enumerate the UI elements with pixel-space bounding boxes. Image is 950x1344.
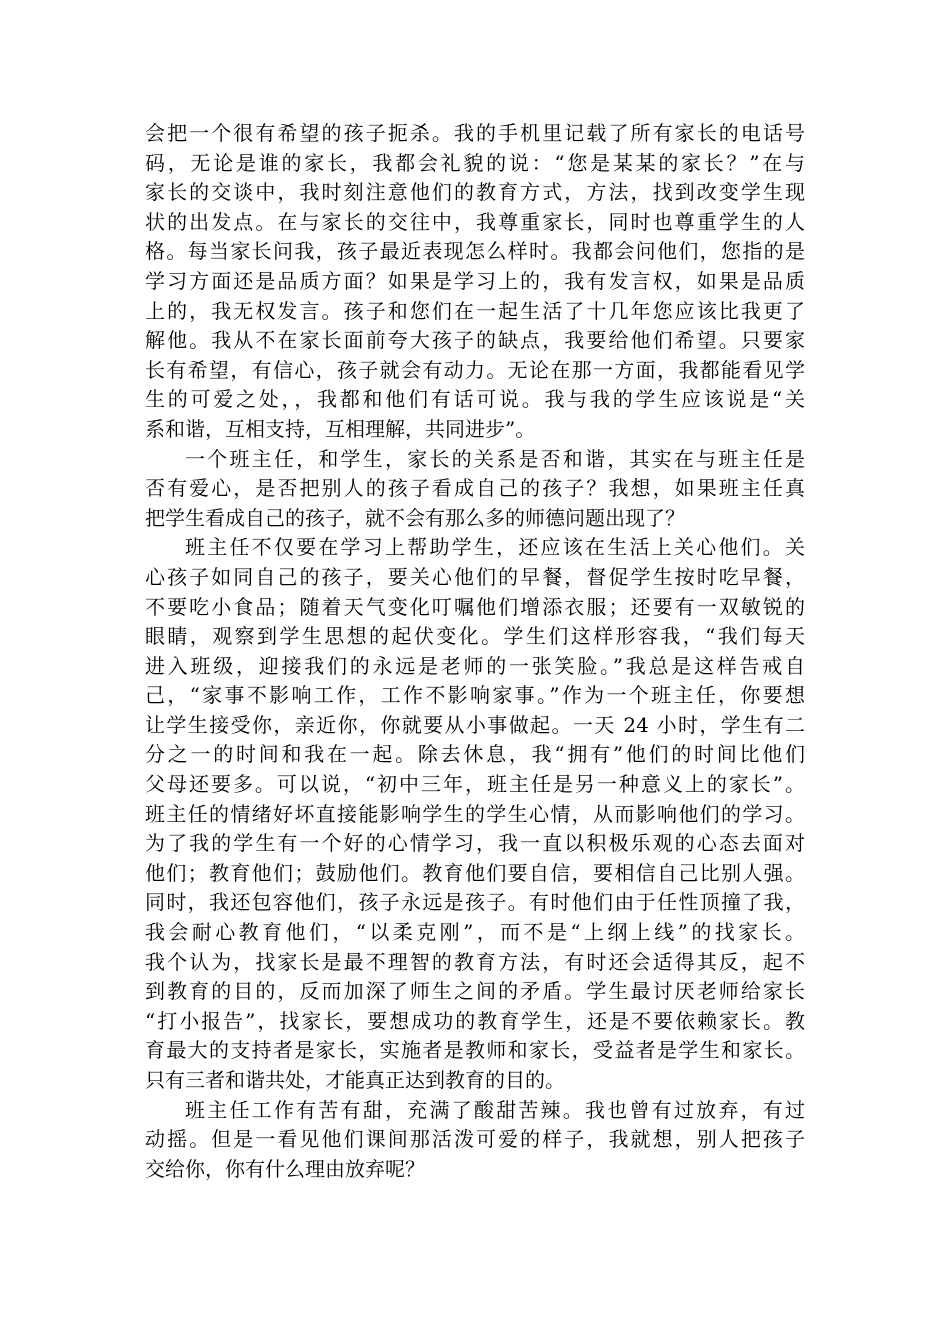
text-line: 长有希望，有信心，孩子就会有动力。无论在那一方面，我都能看见学	[145, 357, 805, 382]
text-line: 我会耐心教育他们，“以柔克刚”，而不是“上纲上线”的找家长。	[145, 920, 805, 945]
text-line: 眼睛，观察到学生思想的起伏变化。学生们这样形容我，“我们每天	[145, 624, 805, 649]
text-line: 上的，我无权发言。孩子和您们在一起生活了十几年您应该比我更了	[145, 298, 805, 323]
text-line: 把学生看成自己的孩子，就不会有那么多的师德问题出现了？	[145, 505, 685, 530]
text-line: 会把一个很有希望的孩子扼杀。我的手机里记载了所有家长的电话号	[145, 121, 805, 145]
text-line: 心孩子如同自己的孩子，要关心他们的早餐，督促学生按时吃早餐，	[145, 564, 805, 589]
text-line: 同时，我还包容他们，孩子永远是孩子。有时他们由于任性顶撞了我，	[145, 890, 805, 915]
text-line: 不要吃小食品；随着天气变化叮嘱他们增添衣服；还要有一双敏锐的	[145, 594, 805, 619]
text-line: 系和谐，互相支持，互相理解，共同进步”。	[145, 416, 536, 441]
text-line: 码，无论是谁的家长，我都会礼貌的说：“您是某某的家长？”在与	[145, 150, 805, 175]
text-line: 育最大的支持者是家长，实施者是教师和家长，受益者是学生和家长。	[145, 1038, 805, 1063]
text-line: 为了我的学生有一个好的心情学习，我一直以积极乐观的心态去面对	[145, 831, 805, 856]
text-line: 分之一的时间和我在一起。除去休息，我“拥有”他们的时间比他们	[145, 742, 805, 767]
text-line: 动摇。但是一看见他们课间那活泼可爱的样子，我就想，别人把孩子	[145, 1127, 805, 1152]
text-line: 解他。我从不在家长面前夸大孩子的缺点，我要给他们希望。只要家	[145, 328, 805, 353]
text-line: 学习方面还是品质方面？如果是学习上的，我有发言权，如果是品质	[145, 268, 805, 293]
text-line: 交给你，你有什么理由放弃呢？	[145, 1156, 425, 1181]
text-line: 父母还要多。可以说，“初中三年，班主任是另一种意义上的家长”。	[145, 772, 805, 797]
text-line: 家长的交谈中，我时刻注意他们的教育方式，方法，找到改变学生现	[145, 180, 805, 205]
text-line: 一个班主任，和学生，家长的关系是否和谐，其实在与班主任是	[185, 446, 805, 471]
text-line: 生的可爱之处，，我都和他们有话可说。我与我的学生应该说是“关	[145, 387, 805, 412]
text-line: 班主任不仅要在学习上帮助学生，还应该在生活上关心他们。关	[185, 535, 805, 560]
body-text	[145, 119, 805, 1184]
text-line: 班主任的情绪好坏直接能影响学生的学生心情，从而影响他们的学习。	[145, 801, 805, 826]
text-line: 我个认为，找家长是最不理智的教育方法，有时还会适得其反，起不	[145, 949, 805, 974]
text-line: 他们；教育他们；鼓励他们。教育他们要自信，要相信自己比别人强。	[145, 860, 805, 885]
text-line: 状的出发点。在与家长的交往中，我尊重家长，同时也尊重学生的人	[145, 209, 805, 234]
text-line: 格。每当家长问我，孩子最近表现怎么样时。我都会问他们，您指的是	[145, 239, 805, 264]
text-line: 否有爱心，是否把别人的孩子看成自己的孩子？我想，如果班主任真	[145, 476, 805, 501]
text-line: 只有三者和谐共处，才能真正达到教育的目的。	[145, 1068, 565, 1092]
text-line: 让学生接受你，亲近你，你就要从小事做起。一天 24 小时，学生有二	[145, 712, 805, 737]
text-line: 己，“家事不影响工作，工作不影响家事。”作为一个班主任，你要想	[145, 683, 805, 708]
text-line: 到教育的目的，反而加深了师生之间的矛盾。学生最讨厌老师给家长	[145, 979, 805, 1004]
text-line: 进入班级，迎接我们的永远是老师的一张笑脸。”我总是这样告戒自	[145, 653, 805, 678]
text-line: 班主任工作有苦有甜，充满了酸甜苦辣。我也曾有过放弃，有过	[185, 1097, 805, 1122]
text-line: “打小报告”，找家长，要想成功的教育学生，还是不要依赖家长。教	[145, 1008, 805, 1033]
